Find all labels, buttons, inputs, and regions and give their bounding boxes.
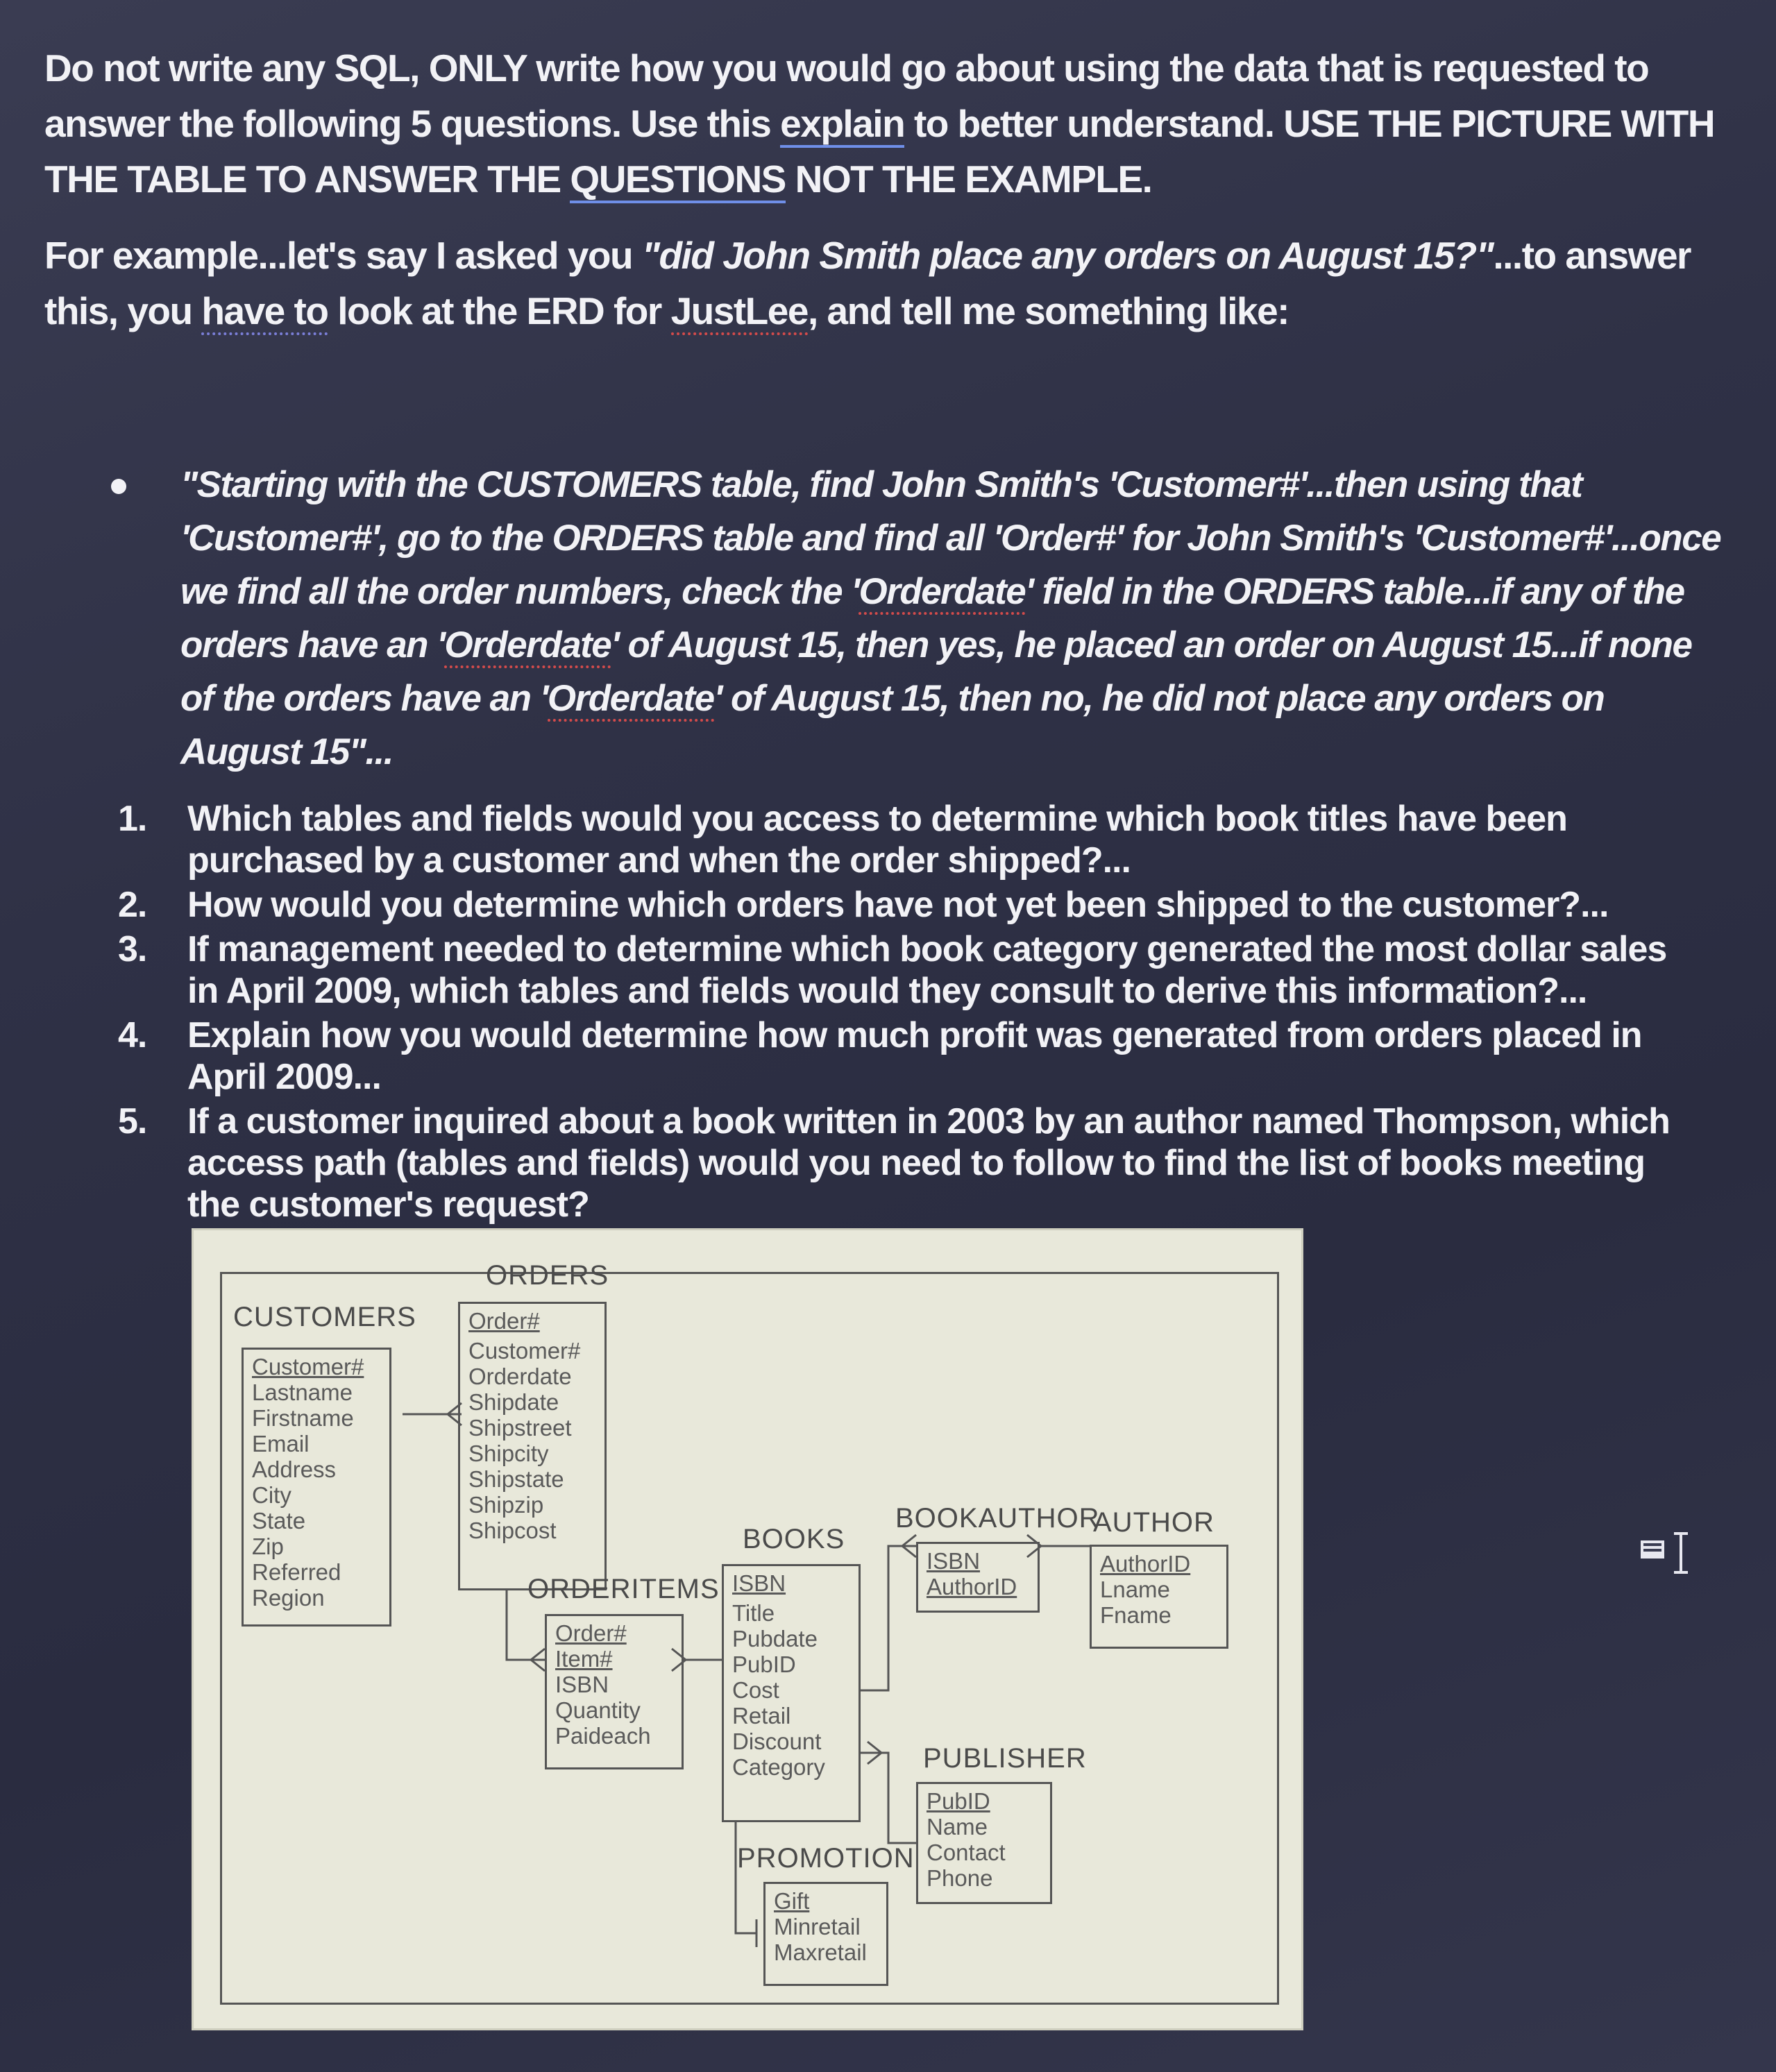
orderitems-table bbox=[545, 1614, 684, 1769]
question-number: 1. bbox=[118, 799, 147, 839]
books-table bbox=[722, 1564, 861, 1822]
books-field: Retail bbox=[732, 1703, 791, 1729]
example-answer-text: ' of August 15, then yes, he placed an order on August 15...if none of the orders have an ' bbox=[180, 625, 1692, 719]
question-item bbox=[118, 798, 1700, 881]
question-text: How would you determine which orders have not yet been shipped to the customer?... bbox=[187, 885, 1609, 925]
customers-field: Firstname bbox=[252, 1405, 354, 1431]
justlee-word: JustLee bbox=[671, 289, 808, 335]
bookauthor-table-title: BOOKAUTHOR bbox=[895, 1503, 1100, 1534]
bookauthor-pk-field: AuthorID bbox=[927, 1574, 1017, 1599]
example-answer bbox=[180, 458, 1721, 779]
instructions-text: Do not write any SQL, ONLY write how you would go about using the data that is requested to answer the following 5 questions. Use this bbox=[44, 46, 1649, 145]
orders-field: Shipdate bbox=[468, 1389, 559, 1415]
example-text: , and tell me something like: bbox=[807, 289, 1289, 332]
example-answer-text: ' of August 15, then no, he did not place any orders on August 15"... bbox=[180, 678, 1605, 772]
promotion-field: Minretail bbox=[774, 1914, 861, 1939]
example-answer-text: "Starting with the CUSTOMERS table, find John Smith's 'Customer#'...then using that 'Customer#', go to the ORDERS table and find all 'Order#' for John Smith's 'Customer#'...once we find all the order numbers, check the ' bbox=[180, 464, 1721, 612]
instructions-text: NOT THE EXAMPLE. bbox=[785, 158, 1152, 201]
explain-word: explain bbox=[780, 102, 904, 148]
question-number: 2. bbox=[118, 885, 147, 925]
customers-field: Referred bbox=[252, 1559, 341, 1585]
orders-field: Shipstreet bbox=[468, 1415, 572, 1441]
orders-field: Customer# bbox=[468, 1338, 581, 1364]
orders-field: Shipcost bbox=[468, 1518, 557, 1543]
books-field: Pubdate bbox=[732, 1626, 818, 1651]
orders-field: Orderdate bbox=[468, 1364, 572, 1389]
books-field: Title bbox=[732, 1600, 775, 1626]
publisher-table-title: PUBLISHER bbox=[923, 1743, 1087, 1774]
customers-field: Zip bbox=[252, 1534, 284, 1559]
author-pk-field: AuthorID bbox=[1100, 1551, 1191, 1577]
bullet-dot-icon bbox=[111, 479, 126, 494]
question-item bbox=[118, 1101, 1700, 1225]
orderdate-word: Orderdate bbox=[444, 625, 611, 668]
example-text: For example...let's say I asked you bbox=[44, 234, 642, 277]
orderitems-field: ISBN bbox=[555, 1672, 609, 1697]
publisher-field: Phone bbox=[927, 1865, 993, 1891]
author-table bbox=[1090, 1545, 1228, 1649]
question-item bbox=[118, 1014, 1700, 1098]
promotion-table-title: PROMOTION bbox=[737, 1843, 915, 1874]
books-field: PubID bbox=[732, 1651, 796, 1677]
orderitems-field: Quantity bbox=[555, 1697, 641, 1723]
publisher-field: Name bbox=[927, 1814, 988, 1840]
example-bullet bbox=[111, 458, 1721, 779]
question-number: 5. bbox=[118, 1101, 147, 1141]
promotion-field: Maxretail bbox=[774, 1939, 867, 1965]
customers-field: Address bbox=[252, 1457, 337, 1482]
question-number: 3. bbox=[118, 929, 147, 969]
question-item bbox=[118, 928, 1700, 1012]
orderdate-word: Orderdate bbox=[859, 571, 1025, 615]
orders-field: Shipzip bbox=[468, 1492, 544, 1518]
books-field: Cost bbox=[732, 1677, 779, 1703]
promotion-pk-field: Gift bbox=[774, 1888, 810, 1914]
text-cursor-icon bbox=[1639, 1532, 1695, 1574]
orderitems-pk-field: Order# bbox=[555, 1620, 627, 1646]
customers-table bbox=[242, 1348, 391, 1627]
customers-field: Lastname bbox=[252, 1379, 353, 1405]
customers-field: State bbox=[252, 1508, 306, 1534]
example-text: ...to answer this, you bbox=[44, 234, 1691, 332]
publisher-table bbox=[916, 1782, 1052, 1904]
erd-diagram-image bbox=[192, 1228, 1303, 2030]
orderitems-table-title: ORDERITEMS bbox=[527, 1574, 720, 1604]
orders-table bbox=[458, 1302, 607, 1590]
customers-field: City bbox=[252, 1482, 291, 1508]
promotion-table bbox=[763, 1882, 888, 1986]
example-text: look at the ERD for bbox=[328, 289, 671, 332]
question-text: If management needed to determine which book category generated the most dollar sales in April 2009, which tables and fields would they consult to derive this information?... bbox=[187, 929, 1667, 1011]
example-answer-text: ' field in the ORDERS table...if any of the orders have an ' bbox=[180, 571, 1684, 665]
orderdate-word: Orderdate bbox=[548, 678, 714, 722]
orders-field: Shipcity bbox=[468, 1441, 549, 1466]
customers-field: Region bbox=[252, 1585, 325, 1611]
books-field: Discount bbox=[732, 1729, 822, 1754]
have-to-word: have to bbox=[201, 289, 328, 335]
author-table-title: AUTHOR bbox=[1093, 1507, 1215, 1538]
orders-pk-field: Order# bbox=[468, 1308, 540, 1334]
publisher-field: Contact bbox=[927, 1840, 1006, 1865]
questions-word: QUESTIONS bbox=[570, 158, 785, 203]
books-pk-field: ISBN bbox=[732, 1570, 786, 1596]
instructions bbox=[44, 40, 1731, 339]
orders-table-title: ORDERS bbox=[486, 1260, 609, 1291]
example-quote: "did John Smith place any orders on August 15?" bbox=[641, 234, 1494, 277]
customers-field: Email bbox=[252, 1431, 310, 1457]
books-table-title: BOOKS bbox=[743, 1524, 845, 1554]
question-text: Explain how you would determine how much profit was generated from orders placed in April 2009... bbox=[187, 1015, 1642, 1097]
question-text: If a customer inquired about a book written in 2003 by an author named Thompson, which access path (tables and fields) would you need to follow to find the list of books meeting the customer's request? bbox=[187, 1101, 1670, 1225]
books-field: Category bbox=[732, 1754, 825, 1780]
instructions-paragraph-2 bbox=[44, 228, 1731, 339]
customers-table-title: CUSTOMERS bbox=[233, 1302, 416, 1332]
erd-border bbox=[220, 1260, 1279, 2005]
author-field: Lname bbox=[1100, 1577, 1170, 1602]
orderitems-pk-field: Item# bbox=[555, 1646, 613, 1672]
orderitems-field: Paideach bbox=[555, 1723, 651, 1749]
question-list bbox=[118, 798, 1700, 1228]
question-number: 4. bbox=[118, 1015, 147, 1055]
bookauthor-table bbox=[916, 1542, 1040, 1613]
bookauthor-pk-field: ISBN bbox=[927, 1548, 981, 1574]
instructions-text: to better understand. USE THE PICTURE WITH THE TABLE TO ANSWER THE bbox=[44, 102, 1715, 201]
question-text: Which tables and fields would you access to determine which book titles have been purchased by a customer and when the order shipped?... bbox=[187, 799, 1567, 881]
orders-field: Shipstate bbox=[468, 1466, 564, 1492]
instructions-paragraph-1 bbox=[44, 40, 1731, 207]
question-item bbox=[118, 884, 1700, 926]
customers-pk-field: Customer# bbox=[252, 1354, 364, 1379]
publisher-pk-field: PubID bbox=[927, 1788, 990, 1814]
author-field: Fname bbox=[1100, 1602, 1172, 1628]
